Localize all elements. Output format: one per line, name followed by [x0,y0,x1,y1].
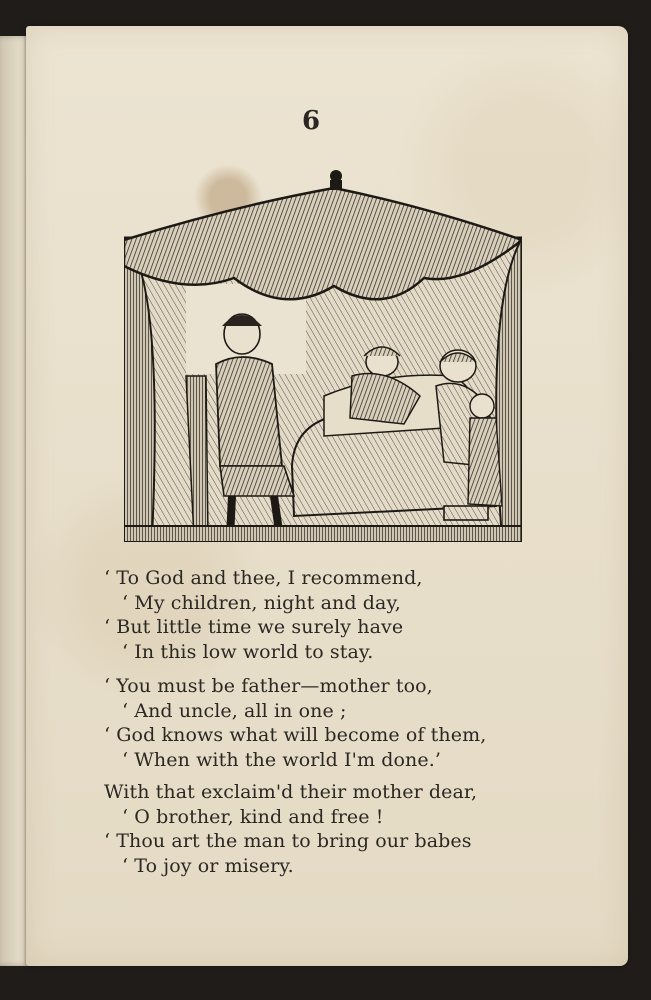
page-number: 6 [301,106,321,136]
stanza-2 [104,674,524,772]
verse-line: ‘ You must be father—mother too, [104,675,433,697]
verse-line: With that exclaim'd their mother dear, [104,781,478,803]
verse-line: ‘ When with the world I'm done.’ [122,748,441,771]
book-page [26,26,628,966]
verse-line: ‘ To joy or misery. [122,854,294,877]
verse-line: ‘ O brother, kind and free ! [122,805,384,828]
stanza-1 [104,566,524,664]
stanza-3 [104,780,524,878]
verse-line: ‘ But little time we surely have [104,616,404,638]
verse-line: ‘ And uncle, all in one ; [122,699,347,722]
verse-line: ‘ Thou art the man to bring our babes [104,830,472,852]
verse-line: ‘ In this low world to stay. [122,640,374,663]
verse-line: ‘ My children, night and day, [122,591,401,614]
verse-line: ‘ God knows what will become of them, [104,724,487,746]
verse-line: ‘ To God and thee, I recommend, [104,567,423,589]
woodcut-deathbed-scene-icon [124,166,522,542]
